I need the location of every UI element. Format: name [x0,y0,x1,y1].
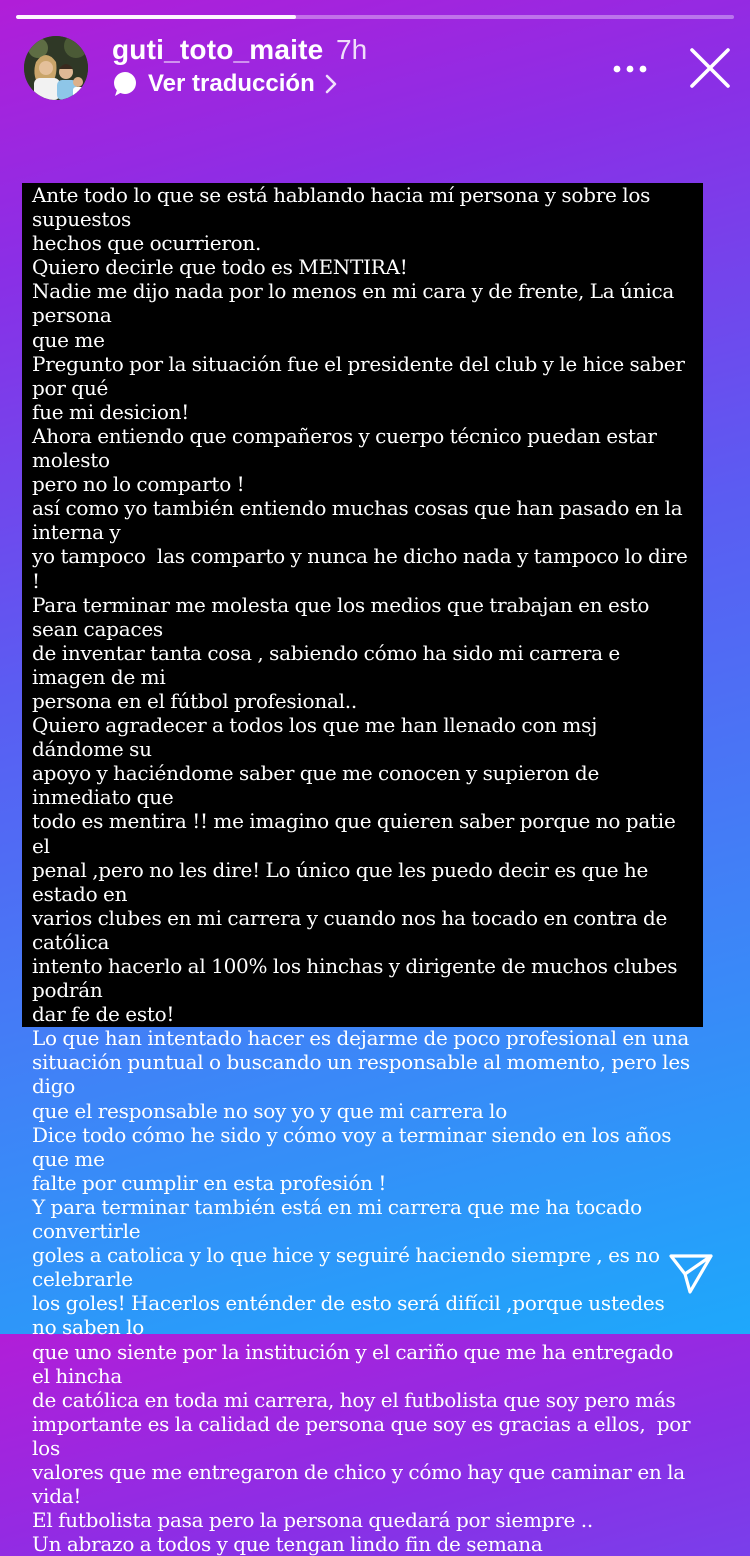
story-text-line: Ante todo lo que se está hablando hacia mí persona y sobre los supuestos [32,183,656,232]
story-text-line: Y para terminar también está en mi carrera que me ha tocado convertirle [32,1194,648,1244]
story-text-line: de inventar tanta cosa , sabiendo cómo ha sido mi carrera e imagen de mi [32,640,626,689]
see-translation-label: Ver traducción [148,70,315,97]
story-text-line: todo es mentira !! me imagino que quieren saber porque no patie el [32,809,682,858]
story-progress-bar [16,15,734,19]
story-text-line: importante es la calidad de persona que soy es gracias a ellos, por los [32,1411,696,1460]
story-text [32,183,696,1556]
story-progress-fill [16,15,296,19]
avatar-photo-icon [24,36,88,100]
story-text-line: Quiero decirle que todo es MENTIRA! [32,255,408,280]
story-text-line: yo tampoco las comparto y nunca he dicho nada y tampoco lo dire ! [32,544,694,593]
chevron-right-icon [325,73,337,95]
story-text-line: de católica en toda mi carrera, hoy el futbolista que soy pero más [32,1387,676,1412]
post-time: 7h [336,34,368,65]
story-text-line: Lo que han intentado hacer es dejarme de poco profesional en una [32,1026,690,1051]
story-text-line: goles a catolica y lo que hice y seguiré haciendo siempre , es no celebrarle [32,1243,666,1292]
story-text-line: penal ,pero no les dire! Lo único que les puedo decir es que he estado en [32,857,654,906]
story-text-line: persona en el fútbol profesional.. [32,688,358,713]
story-text-line: los goles! Hacerlos enténder de esto será difícil ,porque ustedes no saben lo [32,1291,671,1340]
story-text-line: que me [32,327,105,352]
story-text-line: Quiero agradecer a todos los que me han llenado con msj dándome su [32,713,603,762]
avatar[interactable] [24,36,88,100]
story-text-line: Para terminar me molesta que los medios que trabajan en esto sean capaces [32,592,655,641]
story-text-line: Dice todo cómo he sido y cómo voy a terminar siendo en los años que me [32,1122,677,1171]
story-text-line: así como yo también entiendo muchas cosas que han pasado en la interna y [32,496,689,545]
story-text-block [22,183,703,1556]
translate-icon [112,71,138,97]
story-text-line: hechos que ocurrieron. [32,231,262,256]
story-text-line: que el responsable no soy yo y que mi carrera lo [32,1098,507,1123]
story-text-line: dar fe de esto! [32,1002,175,1027]
story-text-line: varios clubes en mi carrera y cuando nos ha tocado en contra de católica [32,905,673,954]
story-text-line: situación puntual o buscando un responsable al momento, pero les digo [32,1050,696,1099]
username[interactable]: guti_toto_maite [112,34,324,65]
story-text-line: Ahora entiendo que compañeros y cuerpo técnico puedan estar molesto [32,423,663,473]
story-text-line: intento hacerlo al 100% los hinchas y dirigente de muchos clubes podrán [32,954,683,1003]
close-icon[interactable] [688,46,732,90]
story-text-line: valores que me entregaron de chico y cómo hay que caminar en la vida! [32,1459,691,1509]
story-text-line: Un abrazo a todos y que tengan lindo fin de semana [32,1532,543,1556]
send-message-icon[interactable] [668,1252,714,1296]
story-text-line: pero no lo comparto ! [32,472,245,497]
story-text-line: fue mi desicion! [32,399,190,424]
see-translation-button[interactable] [112,68,337,100]
more-options-icon[interactable] [612,58,648,80]
story-text-line: Nadie me dijo nada por lo menos en mi cara y de frente, La única persona [32,279,680,328]
story-text-line: El futbolista pasa pero la persona quedará por siempre .. [32,1508,593,1533]
story-text-line: falte por cumplir en esta profesión ! [32,1170,387,1195]
story-text-line: que uno siente por la institución y el cariño que me ha entregado el hincha [32,1339,679,1388]
story-text-line: Pregunto por la situación fue el presidente del club y le hice saber por qué [32,351,691,400]
story-text-line: apoyo y haciéndome saber que me conocen y supieron de inmediato que [32,761,605,810]
